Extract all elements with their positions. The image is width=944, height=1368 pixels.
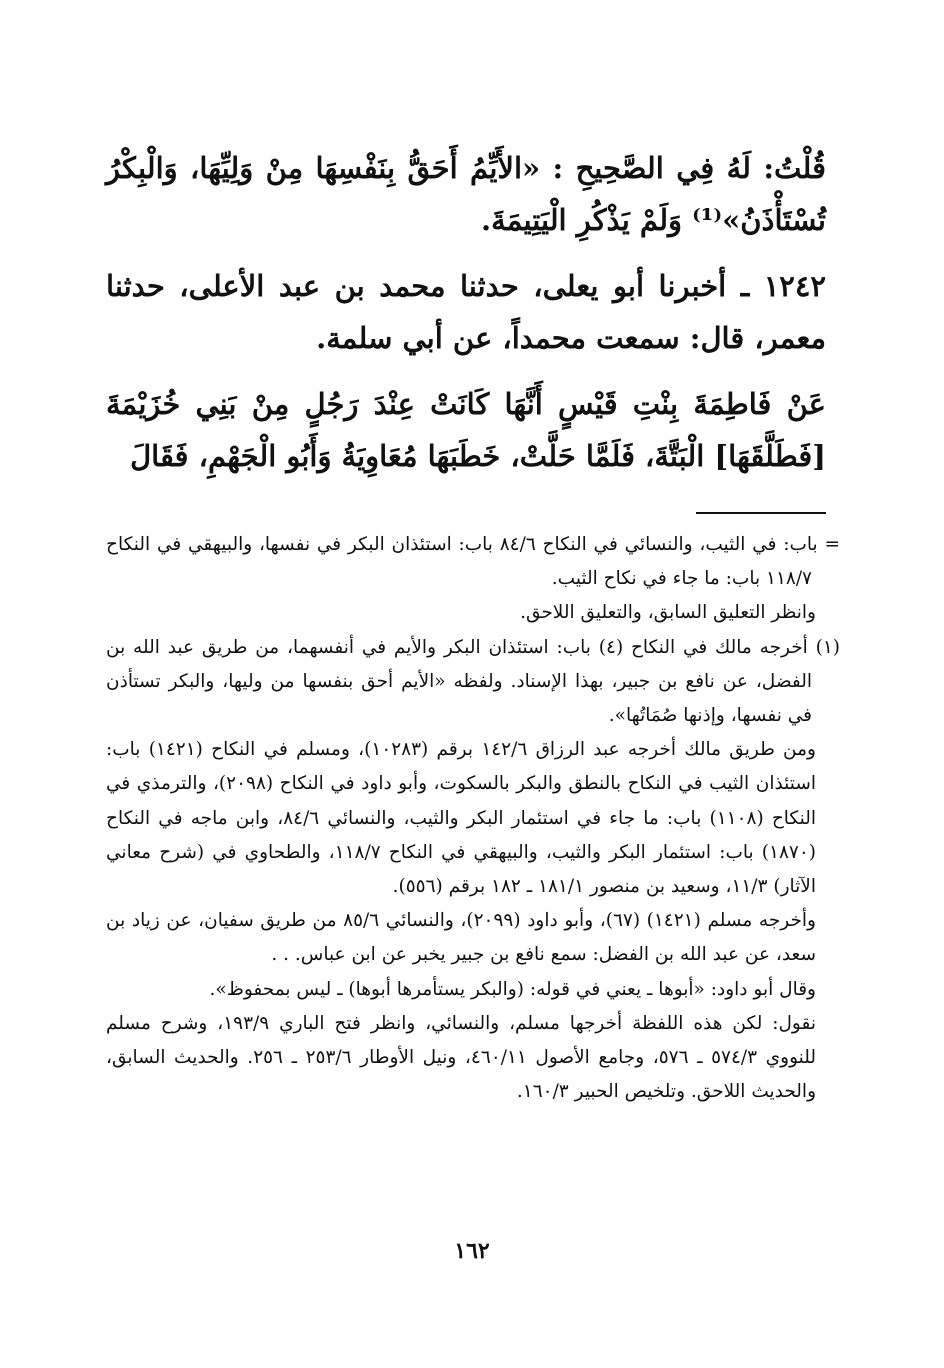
footnote-1-paragraph-3: وأخرجه مسلم (١٤٢١) (٦٧)، وأبو داود (٢٠٩٩)، والنسائي ٨٥/٦ من طريق سفيان، عن زياد بن سعد، عن عبد الله بن الفضل: سمع نافع بن جبير يخبر عن ابن عباس. . . bbox=[106, 910, 816, 966]
main-text bbox=[106, 142, 826, 482]
page-number: ١٦٢ bbox=[454, 1238, 490, 1264]
main-paragraph-3: عَنْ فَاطِمَةَ بِنْتِ قَيْسٍ أَنَّهَا كَانَتْ عِنْدَ رَجُلٍ مِنْ بَنِي خُزَيْمَةَ [فَطَلَّقَهَا] الْبَتَّةَ، فَلَمَّا حَلَّتْ، خَطَبَهَا مُعَاوِيَةُ وَأَبُو الْجَهْمِ، فَقَالَ bbox=[106, 387, 826, 473]
main-paragraph-hadith-1242: ١٢٤٢ ـ أخبرنا أبو يعلى، حدثنا محمد بن عبد الأعلى، حدثنا معمر، قال: سمعت محمداً، عن أبي سلمة. bbox=[106, 269, 826, 355]
footnote-divider bbox=[696, 512, 826, 514]
footnote-1: (١) أخرجه مالك في النكاح (٤) باب: استئذان البكر والأيم في أنفسهما، من طريق عبد الله بن الفضل، عن نافع بن جبير، بهذا الإسناد. ولفظه «الأيم أحق بنفسها من وليها، والبكر تستأذن في نفسها، وإذنها صُمَاتُها». bbox=[106, 636, 840, 727]
footnote-continuation-see-also: وانظر التعليق السابق، والتعليق اللاحق. bbox=[520, 602, 816, 624]
footnote-1-paragraph-5: نقول: لكن هذه اللفظة أخرجها مسلم، والنسائي، وانظر فتح الباري ١٩٣/٩، وشرح مسلم للنووي ٥٧٤/٣ ـ ٥٧٦، وجامع الأصول ٤٦٠/١١، ونيل الأوطار ٢٥٣/٦ ـ ٢٥٦. والحديث السابق، والحديث اللاحق. وتلخيص الحبير ١٦٠/٣. bbox=[106, 1012, 816, 1103]
main-paragraph-1: قُلْتُ: لَهُ فِي الصَّحِيحِ : «الأَيِّمُ أَحَقُّ بِنَفْسِهَا مِنْ وَلِيِّهَا، وَالْبِكْرُ تُسْتَأْذَنُ»⁽¹⁾ وَلَمْ يَذْكُرِ الْيَتِيمَةَ. bbox=[106, 151, 826, 237]
footnotes bbox=[106, 528, 840, 1109]
footnote-1-paragraph-2: ومن طريق مالك أخرجه عبد الرزاق ١٤٢/٦ برقم (١٠٢٨٣)، ومسلم في النكاح (١٤٢١) باب: استئذان الثيب في النكاح بالنطق والبكر بالسكوت، وأبو داود في النكاح (٢٠٩٨)، والترمذي في النكاح (١١٠٨) باب: ما جاء في استئمار البكر والثيب، والنسائي ٨٤/٦، وابن ماجه في النكاح (١٨٧٠) باب: استئمار البكر والثيب، والبيهقي في النكاح ١١٨/٧، والطحاوي في (شرح معاني الآثار) ١١/٣، وسعيد بن منصور ١٨١/١ ـ ١٨٢ برقم (٥٥٦). bbox=[106, 739, 816, 898]
footnote-continuation: = باب: في الثيب، والنسائي في النكاح ٨٤/٦ باب: استئذان البكر في نفسها، والبيهقي في النكاح ١١٨/٧ باب: ما جاء في نكاح الثيب. bbox=[106, 534, 840, 590]
footnote-1-paragraph-4: وقال أبو داود: «أبوها ـ يعني في قوله: (والبكر يستأمرها أبوها) ـ ليس بمحفوظ». bbox=[209, 978, 816, 1000]
